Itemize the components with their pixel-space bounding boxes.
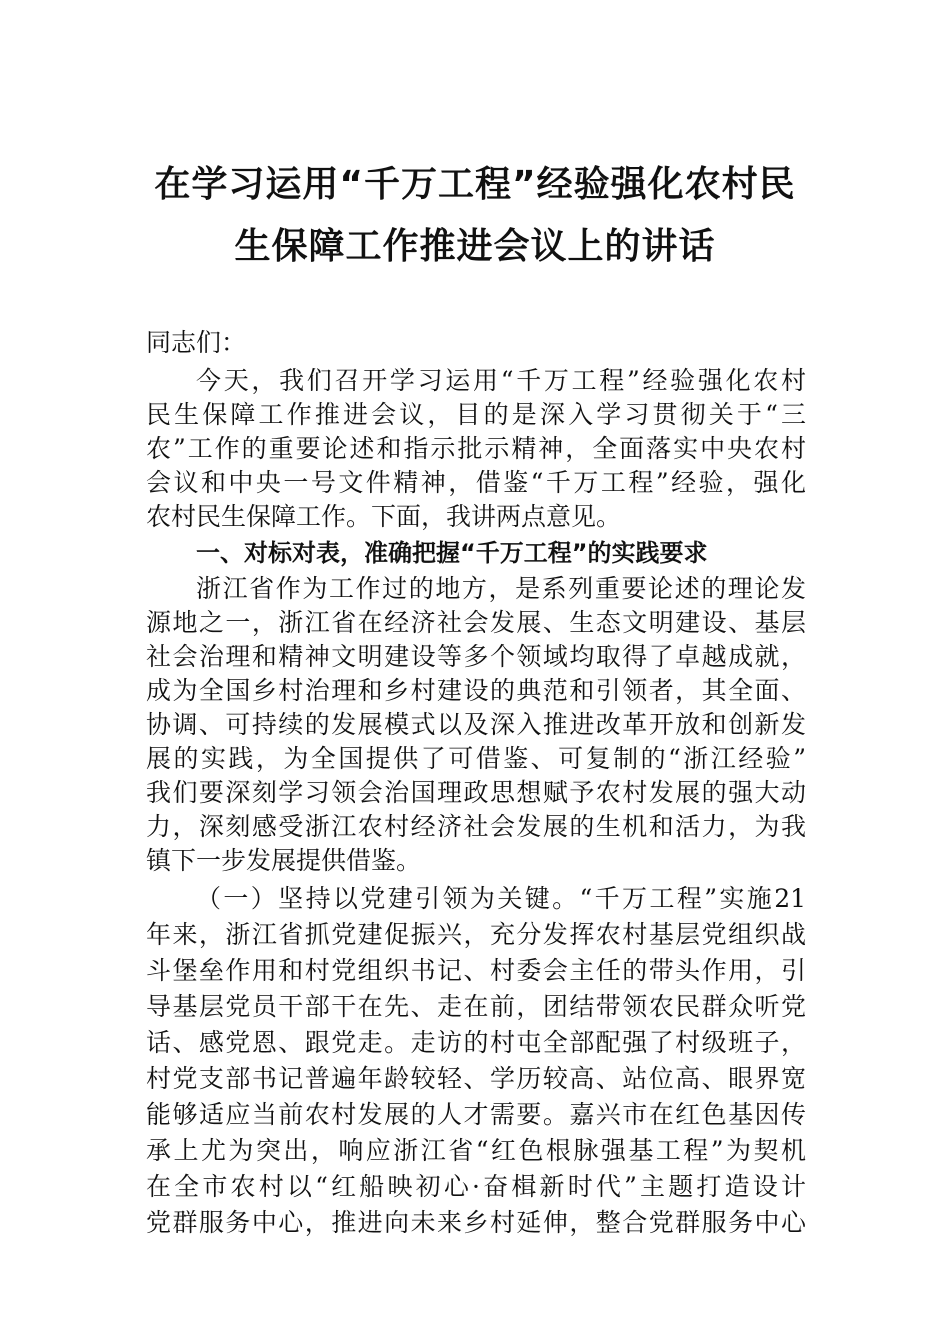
paragraph-1-line: 农村民生保障工作。下面，我讲两点意见。 xyxy=(146,502,622,531)
paragraph-3-line: 在全市农村以“红船映初心·奋楫新时代”主题打造设计 xyxy=(146,1172,806,1201)
paragraph-3-line: 承上尤为突出，响应浙江省“红色根脉强基工程”为契机 xyxy=(146,1136,806,1165)
section-heading-1: 一、对标对表，准确把握“千万工程”的实践要求 xyxy=(196,539,708,567)
paragraph-2-line: 协调、可持续的发展模式以及深入推进改革开放和创新发 xyxy=(146,710,806,739)
paragraph-2-line: 成为全国乡村治理和乡村建设的典范和引领者，其全面、 xyxy=(146,676,806,705)
paragraph-3-line: 村党支部书记普遍年龄较轻、学历较高、站位高、眼界宽 xyxy=(146,1064,806,1093)
paragraph-3-line: 话、感党恩、跟党走。走访的村屯全部配强了村级班子， xyxy=(146,1028,806,1057)
paragraph-3-line: 导基层党员干部干在先、走在前，团结带领农民群众听党 xyxy=(146,992,806,1021)
paragraph-2-line: 社会治理和精神文明建设等多个领域均取得了卓越成就， xyxy=(146,642,806,671)
paragraph-2-line: 展的实践，为全国提供了可借鉴、可复制的“浙江经验” xyxy=(146,744,806,773)
paragraph-3-line: 能够适应当前农村发展的人才需要。嘉兴市在红色基因传 xyxy=(146,1100,806,1129)
paragraph-1-line: 今天，我们召开学习运用“千万工程”经验强化农村 xyxy=(196,366,806,395)
paragraph-1-line: 会议和中央一号文件精神，借鉴“千万工程”经验，强化 xyxy=(146,468,806,497)
document-title-line-1: 在学习运用“千万工程”经验强化农村民 xyxy=(154,164,796,205)
paragraph-2-line: 浙江省作为工作过的地方，是系列重要论述的理论发 xyxy=(196,574,806,603)
paragraph-1-line: 农”工作的重要论述和指示批示精神，全面落实中央农村 xyxy=(146,434,806,463)
greeting: 同志们： xyxy=(146,328,247,357)
paragraph-3-line: 斗堡垒作用和村党组织书记、村委会主任的带头作用，引 xyxy=(146,956,806,985)
paragraph-2-line: 源地之一，浙江省在经济社会发展、生态文明建设、基层 xyxy=(146,608,806,637)
paragraph-2-line: 力，深刻感受浙江农村经济社会发展的生机和活力，为我 xyxy=(146,812,806,841)
paragraph-3-line: 党群服务中心，推进向未来乡村延伸，整合党群服务中心 xyxy=(146,1208,806,1237)
paragraph-2-line: 镇下一步发展提供借鉴。 xyxy=(146,846,422,875)
document-title-line-2: 生保障工作推进会议上的讲话 xyxy=(234,226,716,267)
paragraph-2-line: 我们要深刻学习领会治国理政思想赋予农村发展的强大动 xyxy=(146,778,806,807)
paragraph-3-line: 年来，浙江省抓党建促振兴，充分发挥农村基层党组织战 xyxy=(146,920,806,949)
paragraph-1-line: 民生保障工作推进会议，目的是深入学习贯彻关于“三 xyxy=(146,400,806,429)
paragraph-3-line: （一）坚持以党建引领为关键。“千万工程”实施21 xyxy=(196,884,806,913)
